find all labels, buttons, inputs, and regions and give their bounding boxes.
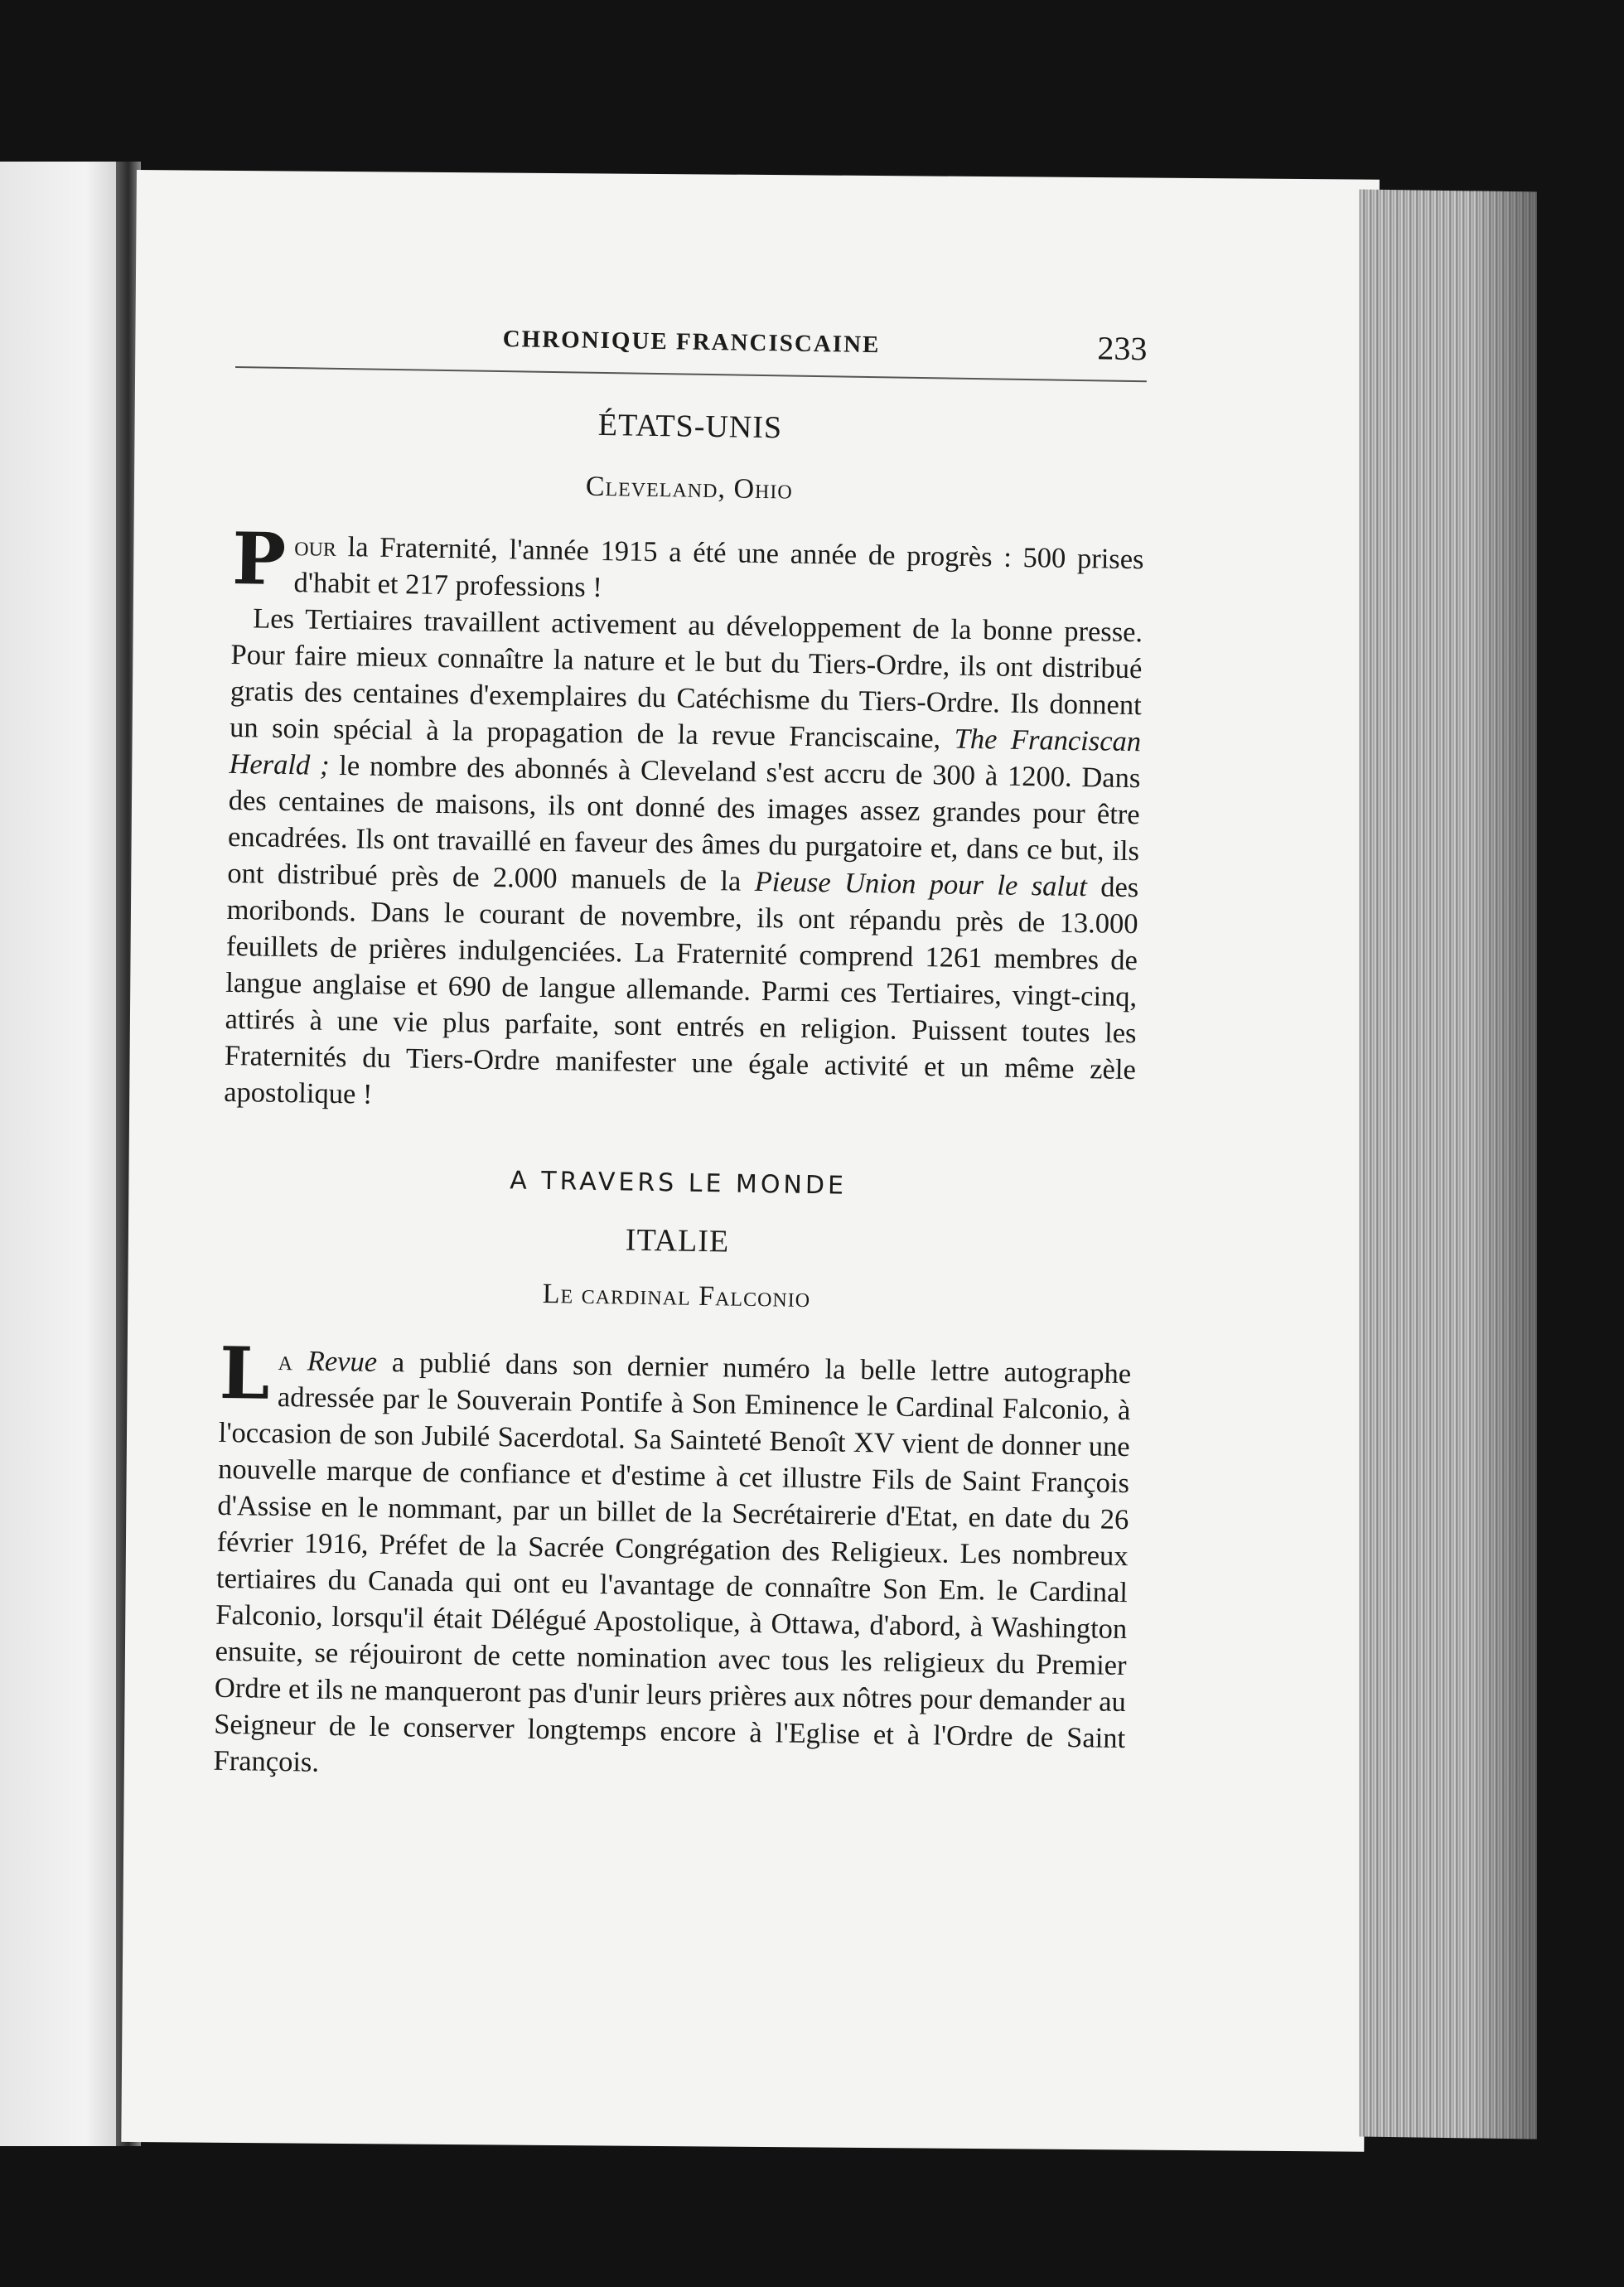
country-heading-usa: ÉTATS-UNIS [597,407,783,446]
paragraph-text: la Fraternité, l'année 1915 a été une année de progrès : 500 prises d'habit et 217 professions ! [293,530,1144,603]
paragraph-text: a publié dans son dernier numéro la belle lettre autographe adressée par le Souverain Pontife à Son Eminence le Cardinal Falconio, à l'occasion de son Jubilé Sacerdotal. Sa Sainteté Benoît XV vient de donner une nouvelle marque de confiance et d'estime à cet illustre Fils de Saint François d'Assise en le nommant, par un billet de la Secrétairerie d'Etat, en date du 26 février 1916, Préfet de la Sacrée Congrégation des Religieux. Les nombreux tertiaires du Canada qui ont eu l'avantage de connaître Son Em. le Cardinal Falconio, lorsqu'il était Délégué Apostolique, à Ottawa, d'abord, à Washington ensuite, se réjouiront de cette nomination avec tous les religieux du Premier Ordre et ils ne manqueront pas d'unir leurs prières aux nôtres pour demander au Seigneur de le conserver longtemps encore à l'Eglise et à l'Ordre de Saint François. [213,1346,1132,1778]
revue-word: Revue [292,1345,378,1378]
page-edges [1359,189,1537,2139]
place-heading-cleveland: Cleveland, Ohio [585,471,793,505]
drop-cap-p: P [231,516,287,602]
paragraph-cardinal-falconio [213,1331,1132,1793]
page-content [213,315,1148,1793]
paragraph-fraternity-progress [231,516,1144,614]
paragraph-text-a: Les Tertiaires travaillent activement au développement de la bonne presse. Pour faire mieux connaître la nature et le but du Tiers-Ordre, ils ont distribué gratis des centaines d'exemplaires du Catéchisme du Tiers-Ordre. Ils donnent un soin spécial à la propagation de la revue Franciscaine, [229,602,1143,755]
page-number: 233 [1097,329,1148,368]
running-head-title: CHRONIQUE FRANCISCAINE [502,326,881,359]
paragraph-tertiaries-activity [224,600,1143,1124]
paragraph-text-b: le nombre des abonnés à Cleveland s'est accru de 300 à 1200. Dans des centaines de maisons, ils ont donné des images assez grandes pour être encadrées. Ils ont travaillé en faveur des âmes du purgatoire et, dans ce but, ils ont distribué près de 2.000 manuels de la [227,749,1141,897]
pieuse-union-title: Pieuse Union pour le salut [754,865,1088,903]
facing-page [0,162,123,2146]
place-heading-falconio: Le cardinal Falconio [542,1278,811,1314]
lead-word: a [278,1344,293,1377]
drop-cap-l: L [219,1331,271,1416]
lead-word: our [293,530,337,563]
country-heading-italy: ITALIE [625,1222,730,1260]
paragraph-text-c: des moribonds. Dans le courant de novembre, ils ont répandu près de 13.000 feuillets de prières indulgenciées. La Fraternité comprend 1261 membres de langue anglaise et 690 de langue allemande. Parmi ces Tertiaires, vingt-cinq, attirés à une vie plus parfaite, sont entrés en religion. Puissent toutes les Fraternités du Tiers-Ordre manifester une égale activité et un même zèle apostolique ! [223,871,1139,1110]
section-heading-world: A TRAVERS LE MONDE [509,1166,848,1201]
herald-title: The Franciscan Herald ; [229,723,1142,781]
